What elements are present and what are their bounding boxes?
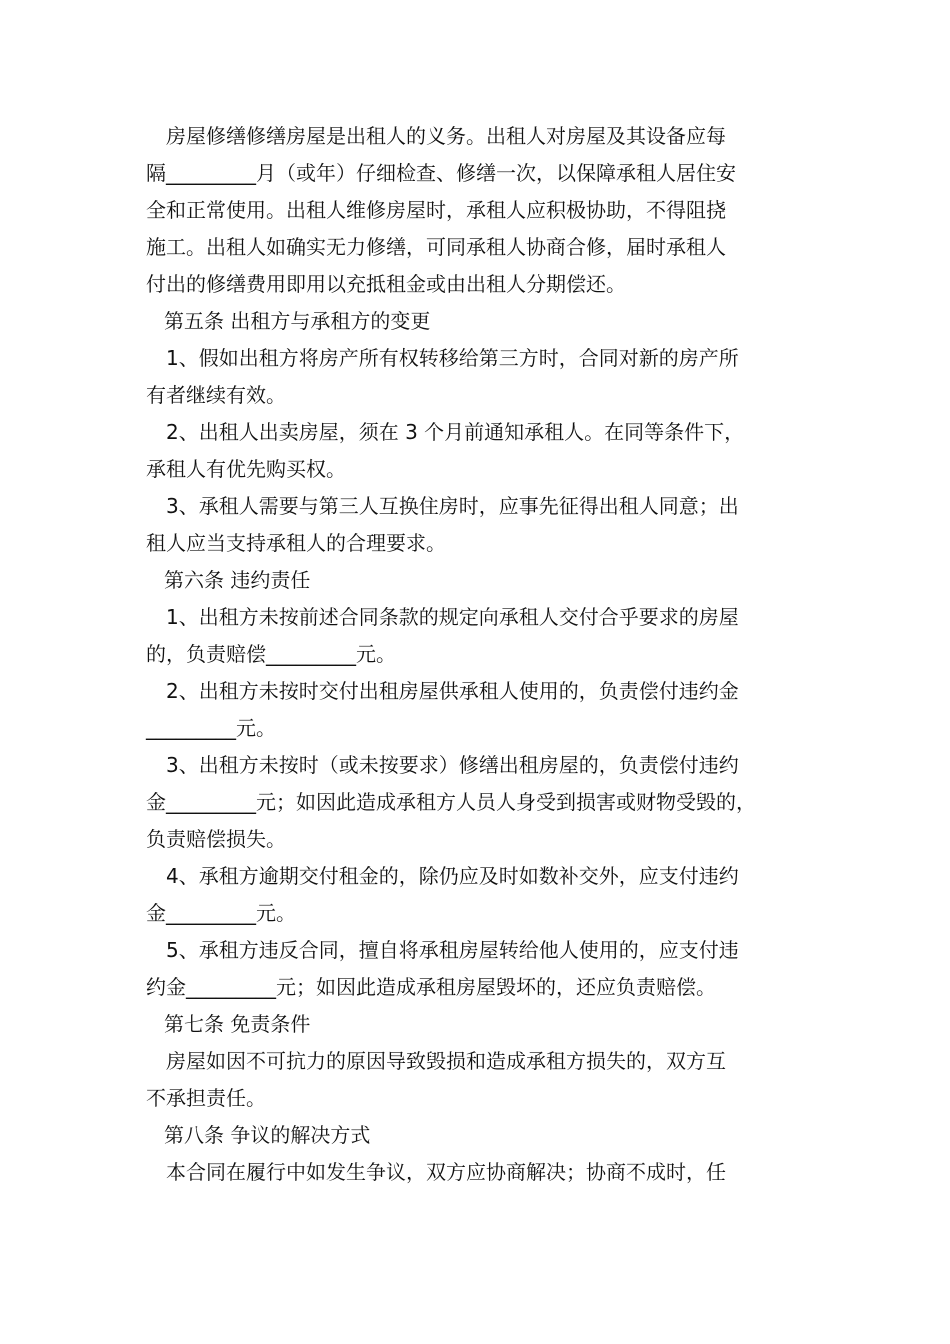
document-body xyxy=(146,118,826,1191)
clause-line: 租人应当支持承租人的合理要求。 xyxy=(146,531,446,555)
clause-line: 1、出租方未按前述合同条款的规定向承租人交付合乎要求的房屋 xyxy=(166,605,739,629)
clause-line: 负责赔偿损失。 xyxy=(146,827,286,851)
paragraph-line: 本合同在履行中如发生争议，双方应协商解决；协商不成时，任 xyxy=(166,1160,726,1184)
clause-line: 1、假如出租方将房产所有权转移给第三方时，合同对新的房产所 xyxy=(166,346,739,370)
clause-line: 2、出租人出卖房屋，须在 3 个月前通知承租人。在同等条件下， xyxy=(166,420,745,444)
clause-line: 5、承租方违反合同，擅自将承租房屋转给他人使用的，应支付违 xyxy=(166,938,739,962)
clause-line: 2、出租方未按时交付出租房屋供承租人使用的，负责偿付违约金 xyxy=(166,679,739,703)
paragraph-line: 房屋如因不可抗力的原因导致毁损和造成承租方损失的，双方互 xyxy=(166,1049,726,1073)
clause-line: 金_________元；如因此造成承租方人员人身受到损害或财物受毁的， xyxy=(146,790,756,814)
section-heading: 第五条 出租方与承租方的变更 xyxy=(164,309,431,333)
paragraph-line: 房屋修缮修缮房屋是出租人的义务。出租人对房屋及其设备应每 xyxy=(166,124,726,148)
clause-line: 约金_________元；如因此造成承租房屋毁坏的，还应负责赔偿。 xyxy=(146,975,716,999)
clause-line: _________元。 xyxy=(146,716,276,740)
clause-line: 承租人有优先购买权。 xyxy=(146,457,346,481)
clause-line: 金_________元。 xyxy=(146,901,296,925)
section-heading: 第六条 违约责任 xyxy=(164,568,311,592)
section-heading: 第八条 争议的解决方式 xyxy=(164,1123,371,1147)
paragraph-line: 付出的修缮费用即用以充抵租金或由出租人分期偿还。 xyxy=(146,272,626,296)
paragraph-line: 施工。出租人如确实无力修缮，可同承租人协商合修，届时承租人 xyxy=(146,235,726,259)
clause-line: 的，负责赔偿_________元。 xyxy=(146,642,396,666)
clause-line: 有者继续有效。 xyxy=(146,383,286,407)
clause-line: 4、承租方逾期交付租金的，除仍应及时如数补交外，应支付违约 xyxy=(166,864,739,888)
paragraph-line: 隔_________月（或年）仔细检查、修缮一次，以保障承租人居住安 xyxy=(146,161,736,185)
paragraph-line: 不承担责任。 xyxy=(146,1086,266,1110)
clause-line: 3、出租方未按时（或未按要求）修缮出租房屋的，负责偿付违约 xyxy=(166,753,739,777)
clause-line: 3、承租人需要与第三人互换住房时，应事先征得出租人同意；出 xyxy=(166,494,739,518)
paragraph-line: 全和正常使用。出租人维修房屋时，承租人应积极协助，不得阻挠 xyxy=(146,198,726,222)
section-heading: 第七条 免责条件 xyxy=(164,1012,311,1036)
